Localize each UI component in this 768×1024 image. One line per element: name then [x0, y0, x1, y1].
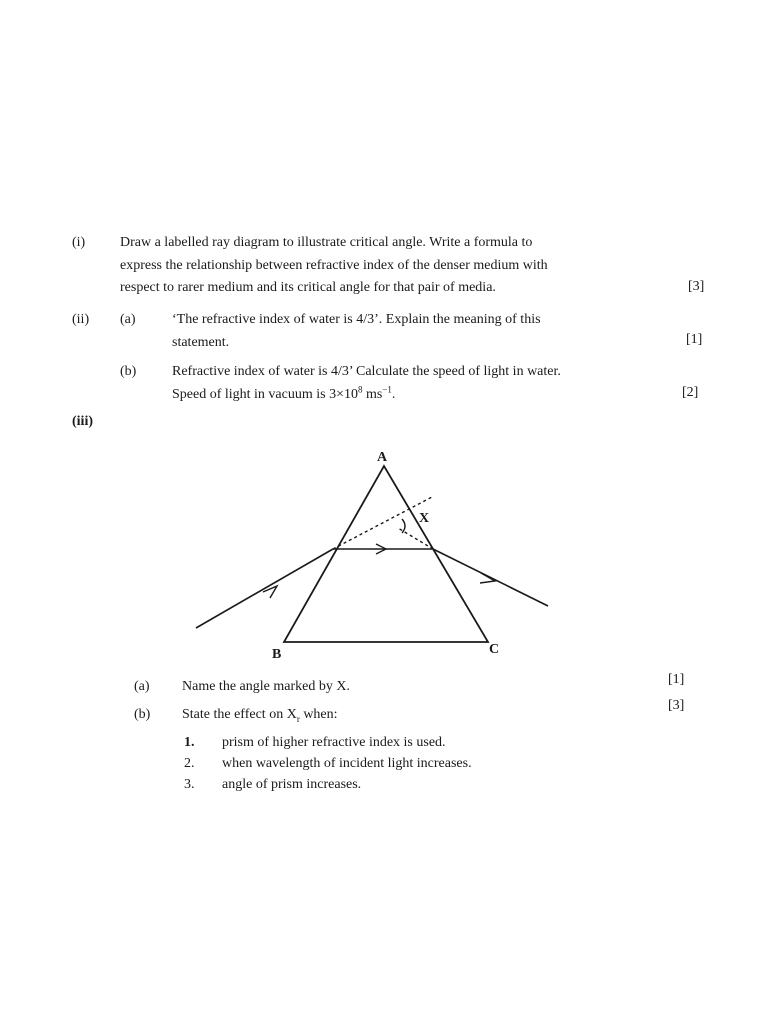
question-number-i: (i) [72, 235, 86, 250]
question-ii-b-line-1: Refractive index of water is 4/3’ Calculate the speed of light in water. [172, 364, 561, 379]
vertex-label-c: C [489, 642, 500, 657]
question-ii-b-label: (b) [120, 364, 137, 379]
marks-i: [3] [688, 279, 705, 294]
question-i-line-2: express the relationship between refractive index of the denser medium with [120, 258, 548, 273]
question-number-iii: (iii) [72, 414, 93, 429]
question-iii-b-text: State the effect on $X_r$ when: [182, 707, 338, 724]
list-item-number: 2. [184, 756, 195, 771]
question-ii-a-line-1: ‘The refractive index of water is 4/3’. Explain the meaning of this [172, 312, 541, 327]
marks-ii-b: [2] [682, 385, 699, 400]
marks-ii-a: [1] [686, 332, 703, 347]
vertex-label-a: A [377, 450, 388, 465]
question-iii-a-label: (a) [134, 679, 150, 694]
question-i-line-3: respect to rarer medium and its critical angle for that pair of media. [120, 280, 496, 295]
list-item-text: prism of higher refractive index is used. [222, 735, 446, 750]
vertex-label-b: B [272, 647, 282, 662]
question-iii-a-text: Name the angle marked by X. [182, 679, 350, 694]
question-number-ii: (ii) [72, 312, 90, 327]
marks-iii-b: [3] [668, 698, 685, 713]
question-ii-a-label: (a) [120, 312, 136, 327]
list-item-number: 3. [184, 777, 195, 792]
list-item-text: when wavelength of incident light increases. [222, 756, 472, 771]
question-iii-b-label: (b) [134, 707, 151, 722]
angle-label-x: X [419, 511, 430, 526]
deviation-angle-arc [402, 519, 405, 533]
list-item-text: angle of prism increases. [222, 777, 362, 792]
marks-iii-a: [1] [668, 672, 685, 687]
incident-ray [196, 549, 333, 628]
question-ii-b-line-2: Speed of light in vacuum is $3\times 10^8$ $ms^{-1}$. [172, 384, 396, 402]
question-ii-a-line-2: statement. [172, 335, 230, 350]
prism-outline [284, 466, 488, 642]
list-item-number: 1. [184, 735, 195, 750]
question-i-line-1: Draw a labelled ray diagram to illustrate critical angle. Write a formula to [120, 235, 533, 250]
